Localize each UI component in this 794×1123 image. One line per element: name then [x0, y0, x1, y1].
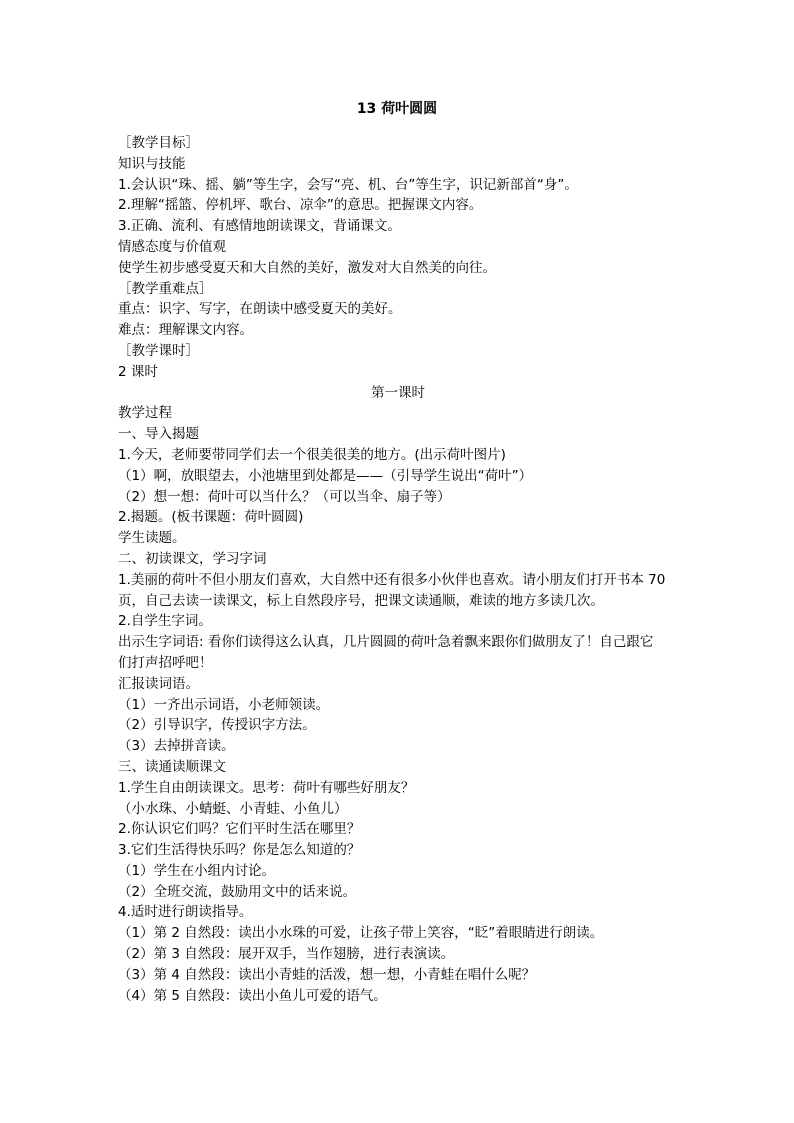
subheading-knowledge-skills: 知识与技能	[118, 155, 186, 172]
objective-item: 2.理解“摇篮、停机坪、歌台、凉伞”的意思。把握课文内容。	[118, 197, 483, 214]
paragraph-continuation: 们打声招呼吧！	[118, 654, 213, 671]
list-item: 2.你认识它们吗？它们平时生活在哪里？	[118, 821, 361, 838]
list-item: （1）一齐出示词语，小老师领读。	[118, 696, 330, 713]
subheading-process: 教学过程	[118, 405, 172, 422]
document-body	[118, 133, 678, 1006]
list-item: （1）啊，放眼望去，小池塘里到处都是——（引导学生说出“荷叶”）	[118, 467, 533, 484]
subheading-emotion-values: 情感态度与价值观	[118, 238, 226, 255]
section-heading-key-points: ［教学重难点］	[118, 280, 213, 297]
list-item-continuation: 页，自己去读一读课文，标上自然段序号，把课文读通顺，难读的地方多读几次。	[118, 592, 604, 609]
section-heading: 三、读通读顺课文	[118, 758, 226, 775]
list-item: （2）第 3 自然段：展开双手，当作翅膀，进行表演读。	[118, 946, 455, 963]
list-item: （4）第 5 自然段：读出小鱼儿可爱的语气。	[118, 987, 387, 1004]
objective-item: 3.正确、流利、有感情地朗读课文，背诵课文。	[118, 218, 401, 235]
list-item: （2）引导识字，传授识字方法。	[118, 717, 316, 734]
list-item: （1）学生在小组内讨论。	[118, 862, 276, 879]
paragraph: 难点：理解课文内容。	[118, 322, 253, 339]
paragraph: 出示生字词语: 看你们读得这么认真，几片圆圆的荷叶急着飘来跟你们做朋友了！自己跟它	[118, 634, 654, 651]
paragraph: 学生读题。	[118, 530, 186, 547]
list-item: （2）想一想：荷叶可以当什么？（可以当伞、扇子等）	[118, 488, 451, 505]
list-item: （2）全班交流，鼓励用文中的话来说。	[118, 883, 357, 900]
list-item: 2.揭题。(板书课题：荷叶圆圆)	[118, 509, 304, 526]
list-item: 1.学生自由朗读课文。思考：荷叶有哪些好朋友？	[118, 779, 415, 796]
list-item: （3）去掉拼音读。	[118, 738, 235, 755]
list-item: （小水珠、小蜻蜓、小青蛙、小鱼儿）	[118, 800, 348, 817]
section-heading: 一、导入揭题	[118, 426, 199, 443]
list-item: 1.今天，老师要带同学们去一个很美很美的地方。(出示荷叶图片)	[118, 446, 506, 463]
paragraph: 使学生初步感受夏天和大自然的美好，激发对大自然美的向往。	[118, 259, 496, 276]
paragraph: 2 课时	[118, 363, 158, 380]
document-title: 13 荷叶圆圆	[356, 101, 438, 117]
list-item: 4.适时进行朗读指导。	[118, 904, 253, 921]
section-heading: 二、初读课文，学习字词	[118, 550, 267, 567]
section-heading-class-hours: ［教学课时］	[118, 342, 199, 359]
list-item: 1.美丽的荷叶不但小朋友们喜欢，大自然中还有很多小伙伴也喜欢。请小朋友们打开书本 70	[118, 571, 666, 588]
section-heading-objectives: ［教学目标］	[118, 135, 199, 151]
paragraph: 汇报读词语。	[118, 675, 199, 692]
list-item: （3）第 4 自然段：读出小青蛙的活泼，想一想，小青蛙在唱什么呢？	[118, 966, 536, 983]
lesson-heading: 第一课时	[371, 384, 425, 401]
list-item: （1）第 2 自然段：读出小水珠的可爱，让孩子带上笑容，“眨”着眼睛进行朗读。	[118, 925, 604, 942]
objective-item: 1.会认识“珠、摇、躺”等生字，会写“亮、机、台”等生字，识记新部首“身”。	[118, 176, 578, 193]
list-item: 2.自学生字词。	[118, 613, 212, 630]
list-item: 3.它们生活得快乐吗？你是怎么知道的？	[118, 842, 361, 859]
paragraph: 重点：识字、写字，在朗读中感受夏天的美好。	[118, 301, 402, 318]
